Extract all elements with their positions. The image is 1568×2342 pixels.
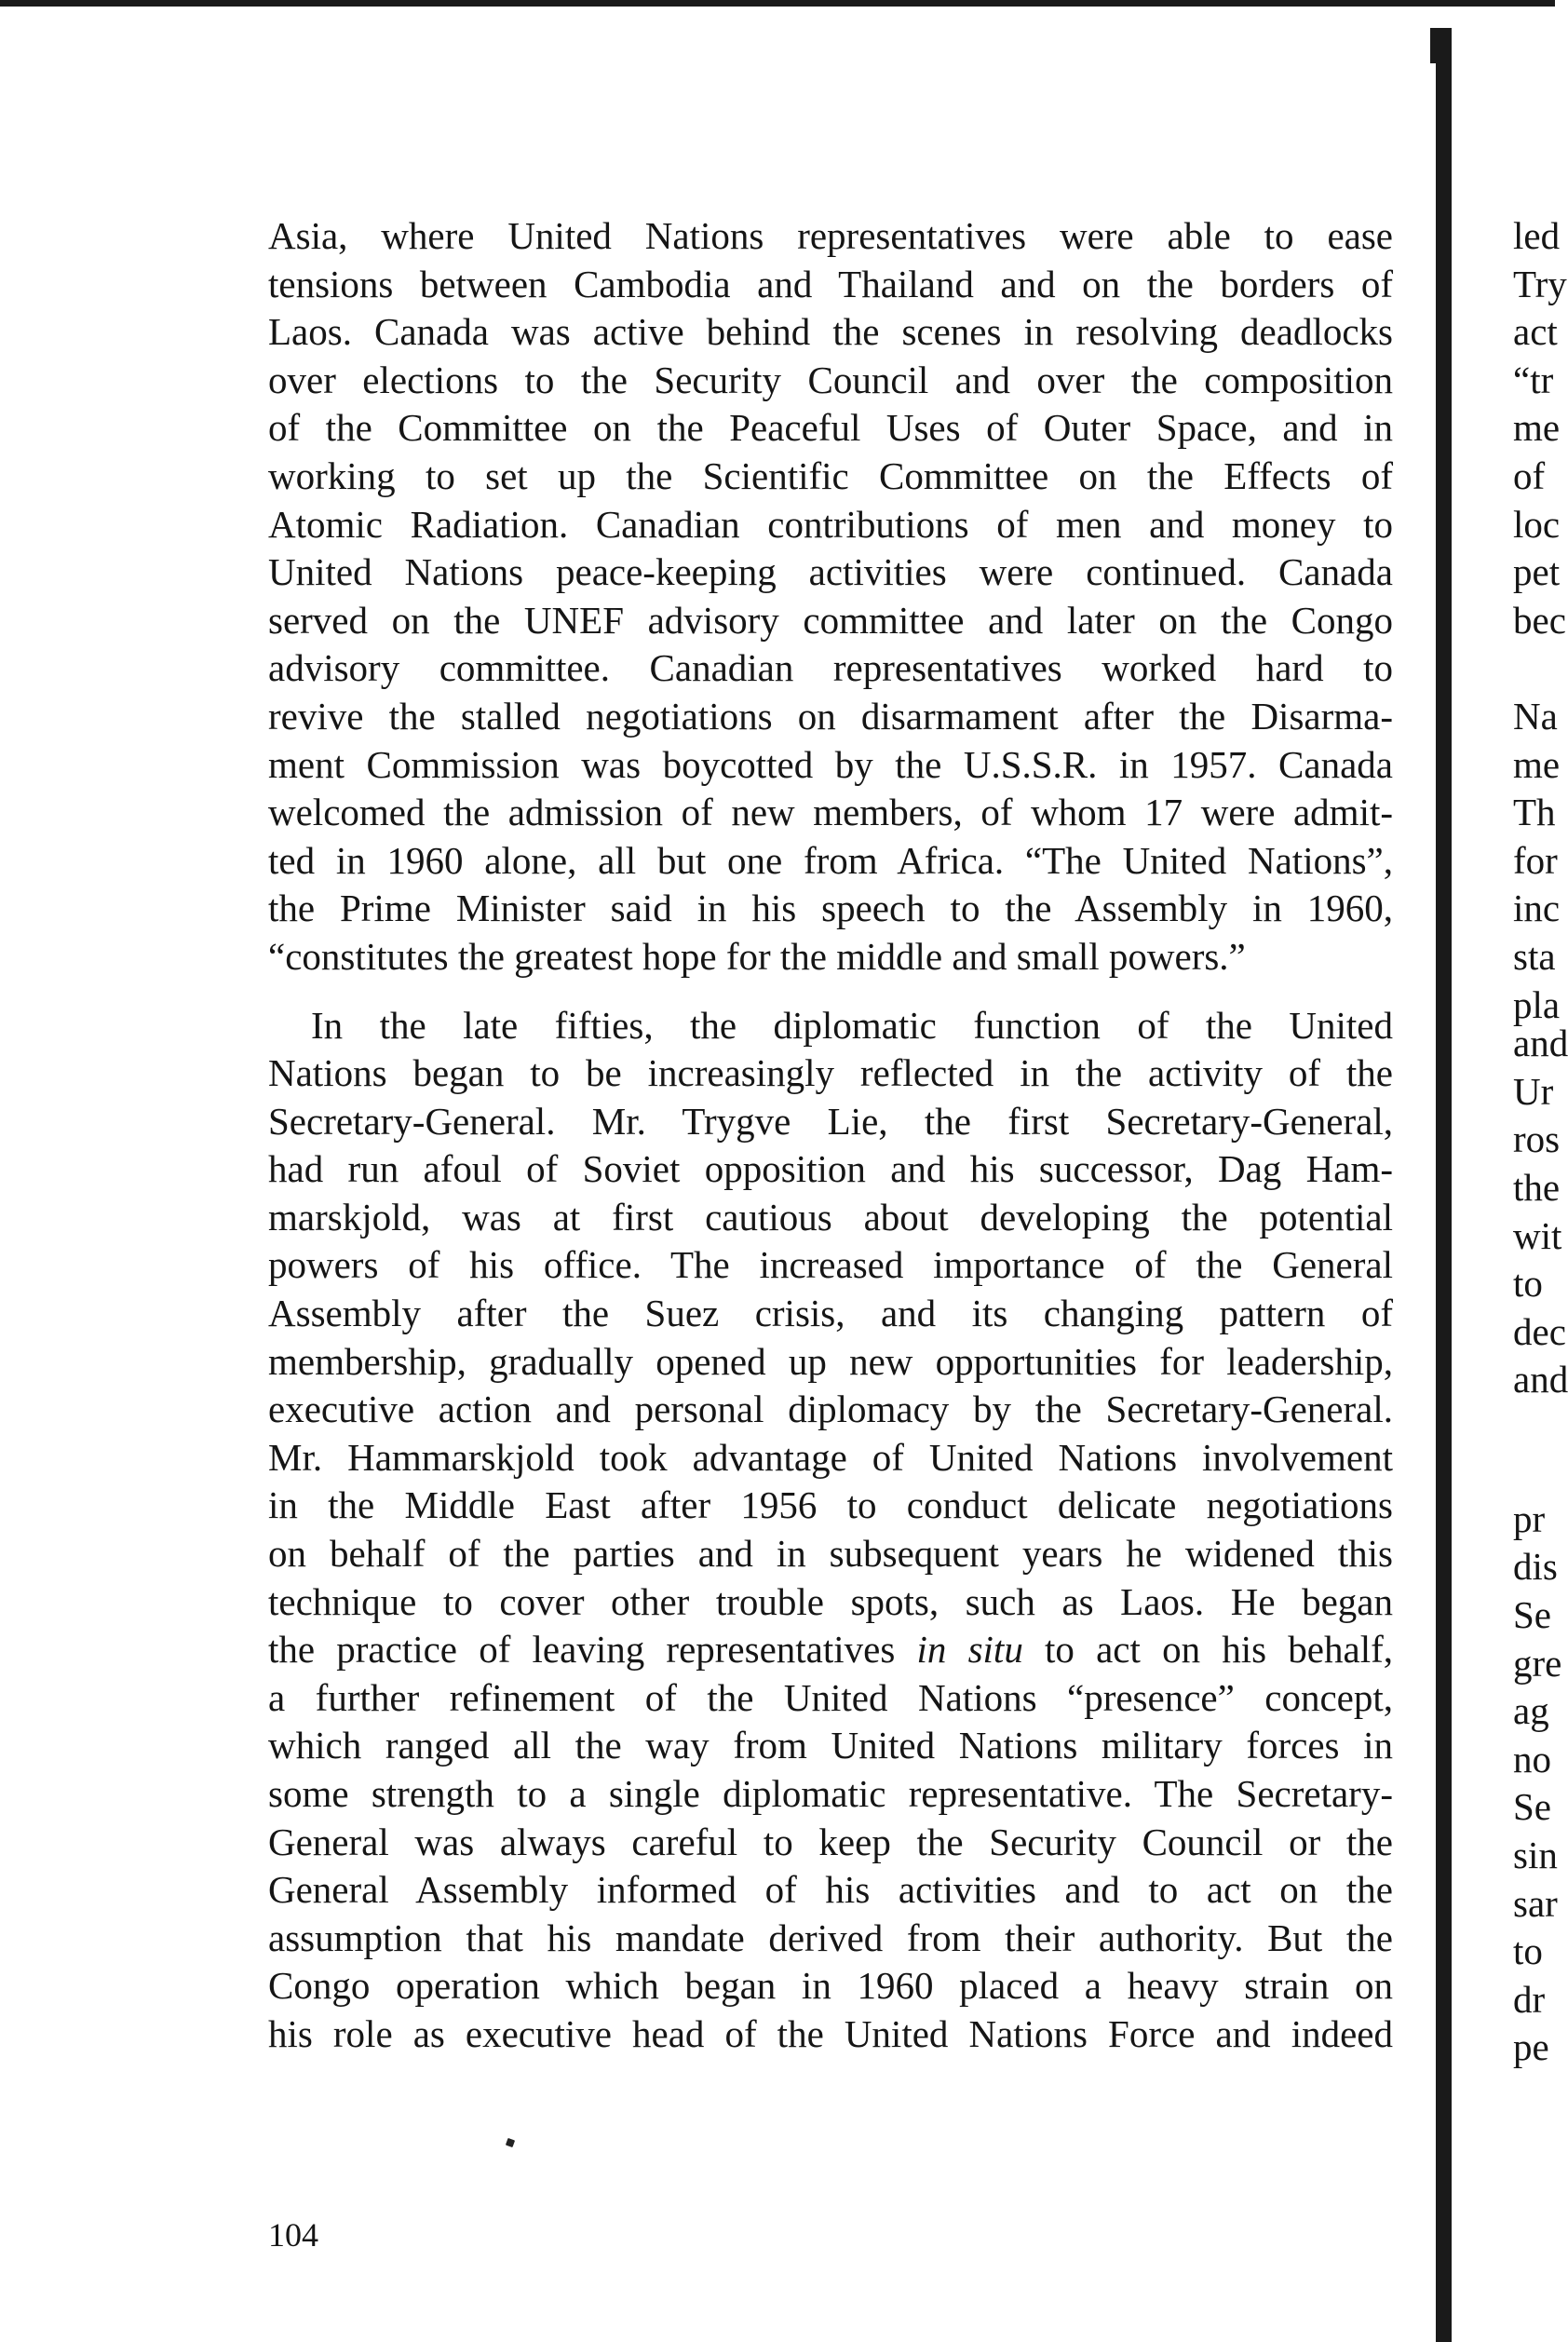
text-line: Laos. Canada was active behind the scenes in resolving deadlocks xyxy=(268,310,1393,354)
facing-page-fragment: Se xyxy=(1513,1592,1551,1636)
facing-page-fragment: dr xyxy=(1513,1977,1546,2021)
facing-page-fragment: and xyxy=(1513,1358,1568,1401)
facing-page-fragment: pe xyxy=(1513,2025,1549,2069)
main-text-column xyxy=(268,212,1393,2059)
text-line: his role as executive head of the United Nations Force and indeed xyxy=(268,2011,1393,2055)
text-line: General was always careful to keep the Security Council or the xyxy=(268,1820,1393,1863)
italic-phrase: in situ xyxy=(916,1628,1023,1672)
text-line: over elections to the Security Council and over the composition xyxy=(268,358,1393,401)
text-line: in the Middle East after 1956 to conduct delicate negotiations xyxy=(268,1483,1393,1527)
facing-page-fragment: Se xyxy=(1513,1785,1551,1829)
facing-page-fragment: and xyxy=(1513,1022,1568,1065)
text-line: United Nations peace-keeping activities were continued. Canada xyxy=(268,550,1393,594)
facing-page-fragment: me xyxy=(1513,742,1561,786)
text-line: a further refinement of the United Nations “presence” concept, xyxy=(268,1675,1393,1719)
text-line: Mr. Hammarskjold took advantage of United Nations involvement xyxy=(268,1435,1393,1479)
text-line: executive action and personal diplomacy by the Secretary-General. xyxy=(268,1388,1393,1431)
text-line: Congo operation which began in 1960 placed a heavy strain on xyxy=(268,1964,1393,2008)
facing-page-fragment: bec xyxy=(1513,598,1566,642)
facing-page-fragment: of xyxy=(1513,454,1546,497)
facing-page-fragment: inc xyxy=(1513,887,1561,930)
text-line: assumption that his mandate derived from their authority. But the xyxy=(268,1916,1393,1959)
facing-page-fragment: Ur xyxy=(1513,1069,1554,1113)
text-line: General Assembly informed of his activities and to act on the xyxy=(268,1868,1393,1912)
facing-page-fragment: Na xyxy=(1513,695,1558,738)
facing-page-fragment: me xyxy=(1513,406,1561,450)
facing-page-fragment: pet xyxy=(1513,550,1561,594)
facing-page-fragment: “tr xyxy=(1513,358,1554,401)
text-line: membership, gradually opened up new opportunities for leadership, xyxy=(268,1339,1393,1383)
text-line: advisory committee. Canadian representatives worked hard to xyxy=(268,646,1393,690)
text-line: ted in 1960 alone, all but one from Africa. “The United Nations”, xyxy=(268,838,1393,882)
text-line: powers of his office. The increased importance of the General xyxy=(268,1243,1393,1287)
facing-page-fragment: dec xyxy=(1513,1309,1566,1353)
facing-page-fragment: ros xyxy=(1513,1117,1561,1161)
facing-page-fragment: pla xyxy=(1513,982,1561,1026)
facing-page-fragment: no xyxy=(1513,1737,1551,1780)
top-edge-rule xyxy=(0,0,1555,7)
text-line: “constitutes the greatest hope for the middle and small powers.” xyxy=(268,934,1246,978)
page-number: 104 xyxy=(268,2216,318,2254)
text-run: the practice of leaving representatives xyxy=(268,1628,917,1672)
facing-page-fragment: Th xyxy=(1513,791,1556,834)
facing-page-fragment: loc xyxy=(1513,502,1561,546)
text-line: of the Committee on the Peaceful Uses of Outer Space, and in xyxy=(268,406,1393,450)
text-line: working to set up the Scientific Committee on the Effects of xyxy=(268,454,1393,497)
facing-page-fragment: dis xyxy=(1513,1545,1558,1589)
text-line: ment Commission was boycotted by the U.S.S.R. in 1957. Canada xyxy=(268,742,1393,786)
paragraph-2 xyxy=(268,1002,1393,2059)
text-line: had run afoul of Soviet opposition and his successor, Dag Ham- xyxy=(268,1147,1393,1191)
facing-page-fragment: to xyxy=(1513,1262,1543,1306)
text-line: the Prime Minister said in his speech to the Assembly in 1960, xyxy=(268,887,1393,930)
text-line: revive the stalled negotiations on disarmament after the Disarma- xyxy=(268,694,1393,738)
text-line: tensions between Cambodia and Thailand and on the borders of xyxy=(268,262,1393,305)
facing-page-fragment: wit xyxy=(1513,1213,1562,1257)
text-line: some strength to a single diplomatic representative. The Secretary- xyxy=(268,1772,1393,1815)
text-line: marskjold, was at first cautious about developing the potential xyxy=(268,1195,1393,1239)
text-line: Assembly after the Suez crisis, and its changing pattern of xyxy=(268,1292,1393,1335)
stray-ink-mark xyxy=(506,2138,515,2147)
facing-page-fragment: for xyxy=(1513,838,1558,882)
text-line: which ranged all the way from United Nations military forces in xyxy=(268,1724,1393,1767)
text-line: on behalf of the parties and in subsequent years he widened this xyxy=(268,1532,1393,1576)
text-line-in-situ xyxy=(268,1626,1393,1674)
facing-page-fragment: sta xyxy=(1513,935,1556,978)
paragraph-1 xyxy=(268,212,1393,981)
facing-page-fragment: gre xyxy=(1513,1641,1562,1685)
text-line: served on the UNEF advisory committee and later on the Congo xyxy=(268,598,1393,642)
facing-page-fragment: sar xyxy=(1513,1881,1558,1925)
facing-page-fragment: the xyxy=(1513,1166,1561,1209)
facing-page-fragment: pr xyxy=(1513,1496,1546,1540)
facing-page-fragment: to xyxy=(1513,1929,1543,1973)
text-line: technique to cover other trouble spots, such as Laos. He began xyxy=(268,1579,1393,1623)
facing-page-fragment: led xyxy=(1513,214,1561,257)
text-line: Secretary-General. Mr. Trygve Lie, the first Secretary-General, xyxy=(268,1099,1393,1143)
book-gutter-shadow xyxy=(1436,28,1452,2342)
facing-page-fragment: Try xyxy=(1513,262,1567,305)
text-line: Asia, where United Nations representatives were able to ease xyxy=(268,214,1393,257)
text-line: In the late fifties, the diplomatic function of the United xyxy=(311,1003,1393,1047)
facing-page-fragments xyxy=(1513,212,1568,2342)
text-run: to act on his behalf, xyxy=(1022,1628,1394,1672)
facing-page-fragment: sin xyxy=(1513,1833,1558,1876)
text-line: welcomed the admission of new members, of whom 17 were admit- xyxy=(268,791,1393,834)
text-line: Nations began to be increasingly reflected in the activity of the xyxy=(268,1051,1393,1095)
facing-page-fragment: act xyxy=(1513,310,1558,354)
facing-page-fragment: ag xyxy=(1513,1689,1549,1733)
text-line: Atomic Radiation. Canadian contributions of men and money to xyxy=(268,502,1393,546)
